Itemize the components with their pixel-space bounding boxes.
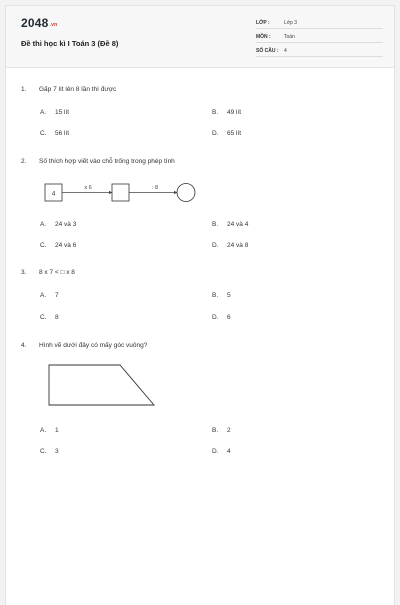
q4-option-c[interactable] (40, 448, 59, 455)
option-letter: C. (40, 448, 47, 455)
trapezoid-shape (49, 365, 154, 405)
q3-option-b[interactable] (212, 292, 231, 299)
option-letter: B. (212, 292, 219, 299)
option-letter: A. (40, 292, 47, 299)
q2-option-c[interactable] (40, 242, 76, 249)
option-letter: D. (212, 448, 219, 455)
exam-sheet (5, 5, 395, 605)
meta-subject-label: MÔN : (256, 34, 271, 40)
meta-subject-value: Toán (284, 34, 295, 40)
option-text: 4 (227, 448, 231, 455)
q1-option-b[interactable] (212, 109, 241, 116)
meta-count-row (256, 46, 383, 57)
option-letter: A. (40, 109, 47, 116)
question-text: Gấp 7 lít lên 8 lần thì được (39, 86, 117, 93)
exam-header (6, 6, 394, 68)
meta-count-value: 4 (284, 48, 287, 54)
q3-option-a[interactable] (40, 292, 59, 299)
q2-option-b[interactable] (212, 221, 248, 228)
q1-option-a[interactable] (40, 109, 69, 116)
option-text: 2 (227, 427, 231, 434)
q4-option-d[interactable] (212, 448, 231, 455)
option-text: 56 lít (55, 130, 70, 137)
option-text: 24 và 6 (55, 242, 77, 249)
option-text: 3 (55, 448, 59, 455)
exam-title: Đề thi học kì I Toán 3 (Đề 8) (21, 39, 119, 48)
operation-chain-figure (44, 180, 204, 206)
question-number: 2. (21, 158, 27, 165)
q2-option-a[interactable] (40, 221, 76, 228)
q3-option-d[interactable] (212, 314, 231, 321)
option-letter: B. (212, 109, 219, 116)
meta-count-label: SỐ CÂU : (256, 48, 279, 54)
trapezoid-figure (46, 361, 158, 409)
meta-class-row (256, 18, 383, 29)
start-number: 4 (51, 190, 56, 198)
option-text: 49 lít (227, 109, 242, 116)
option-text: 8 (55, 314, 59, 321)
meta-subject-row (256, 32, 383, 43)
option-letter: A. (40, 221, 47, 228)
q4-option-a[interactable] (40, 427, 59, 434)
q1-option-d[interactable] (212, 130, 241, 137)
option-text: 7 (55, 292, 59, 299)
meta-class-label: LỚP : (256, 20, 270, 26)
question-text: 8 x 7 < □ x 8 (39, 269, 75, 276)
option-letter: C. (40, 242, 47, 249)
option-text: 15 lít (55, 109, 70, 116)
option-letter: D. (212, 130, 219, 137)
blank-circle[interactable] (177, 184, 195, 202)
q2-option-d[interactable] (212, 242, 248, 249)
question-text: Hình vẽ dưới đây có mấy góc vuông? (39, 342, 148, 349)
blank-box[interactable] (112, 184, 129, 201)
q1-option-c[interactable] (40, 130, 69, 137)
option-letter: C. (40, 314, 47, 321)
option-letter: B. (212, 221, 219, 228)
option-text: 24 và 8 (227, 242, 249, 249)
option-text: 5 (227, 292, 231, 299)
option-letter: C. (40, 130, 47, 137)
site-logo[interactable] (21, 16, 57, 30)
operation-1-label: x 6 (84, 185, 92, 191)
q4-option-b[interactable] (212, 427, 231, 434)
option-text: 24 và 3 (55, 221, 77, 228)
option-text: 24 và 4 (227, 221, 249, 228)
option-letter: A. (40, 427, 47, 434)
option-text: 1 (55, 427, 59, 434)
q3-option-c[interactable] (40, 314, 59, 321)
operation-2-label: : 8 (151, 185, 159, 191)
logo-suffix: .vn (49, 22, 58, 28)
option-text: 6 (227, 314, 231, 321)
question-text: Số thích hợp viết vào chỗ trống trong phép tính (39, 158, 175, 165)
option-letter: D. (212, 242, 219, 249)
meta-class-value: Lớp 3 (284, 20, 298, 26)
option-text: 65 lít (227, 130, 242, 137)
option-letter: D. (212, 314, 219, 321)
question-number: 4. (21, 342, 27, 349)
option-letter: B. (212, 427, 219, 434)
question-number: 1. (21, 86, 27, 93)
logo-main: 2048 (21, 16, 49, 30)
question-number: 3. (21, 269, 27, 276)
